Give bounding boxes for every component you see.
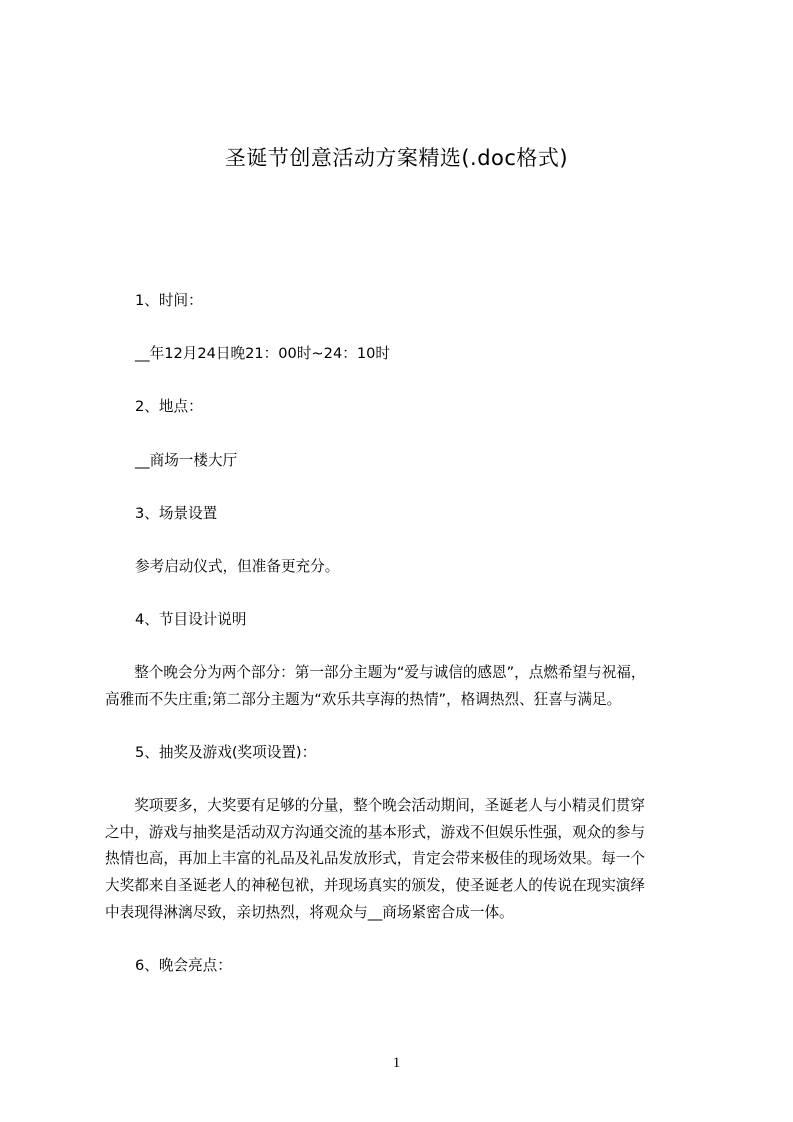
section-body-scene: 参考启动仪式，但准备更充分。 [135, 558, 340, 575]
section-heading-highlights: 6、晚会亮点： [135, 957, 232, 974]
section-heading-lottery: 5、抽奖及游戏(奖项设置)： [135, 744, 317, 761]
section-heading-location: 2、地点： [135, 398, 203, 415]
paragraph-line: 整个晚会分为两个部分：第一部分主题为“爱与诚信的感恩”，点燃希望与祝福， [105, 664, 646, 681]
section-heading-time: 1、时间： [135, 292, 203, 309]
paragraph-line: 之中，游戏与抽奖是活动双方沟通交流的基本形式，游戏不但娱乐性强，观众的参与 [105, 824, 645, 841]
document-title: 圣诞节创意活动方案精选(.doc格式) [224, 146, 569, 170]
paragraph-line: 奖项要多，大奖要有足够的分量，整个晚会活动期间，圣诞老人与小精灵们贯穿 [105, 797, 645, 814]
paragraph-line: 高雅而不失庄重;第二部分主题为“欢乐共享海的热情”，格调热烈、狂喜与满足。 [105, 691, 622, 708]
section-body-location: __商场一楼大厅 [135, 452, 238, 469]
paragraph-line: 中表现得淋漓尽致，亲切热烈，将观众与__商场紧密合成一体。 [105, 904, 514, 921]
paragraph-line: 大奖都来自圣诞老人的神秘包袱，并现场真实的颁发，使圣诞老人的传说在现实演绎 [105, 877, 645, 894]
section-body-time: __年12月24日晚21：00时~24：10时 [135, 345, 390, 362]
section-heading-program: 4、节目设计说明 [135, 611, 247, 628]
page-number: 1 [392, 1055, 401, 1071]
paragraph-line: 热情也高，再加上丰富的礼品及礼品发放形式，肯定会带来极佳的现场效果。每一个 [105, 850, 645, 867]
section-heading-scene: 3、场景设置 [135, 505, 218, 522]
